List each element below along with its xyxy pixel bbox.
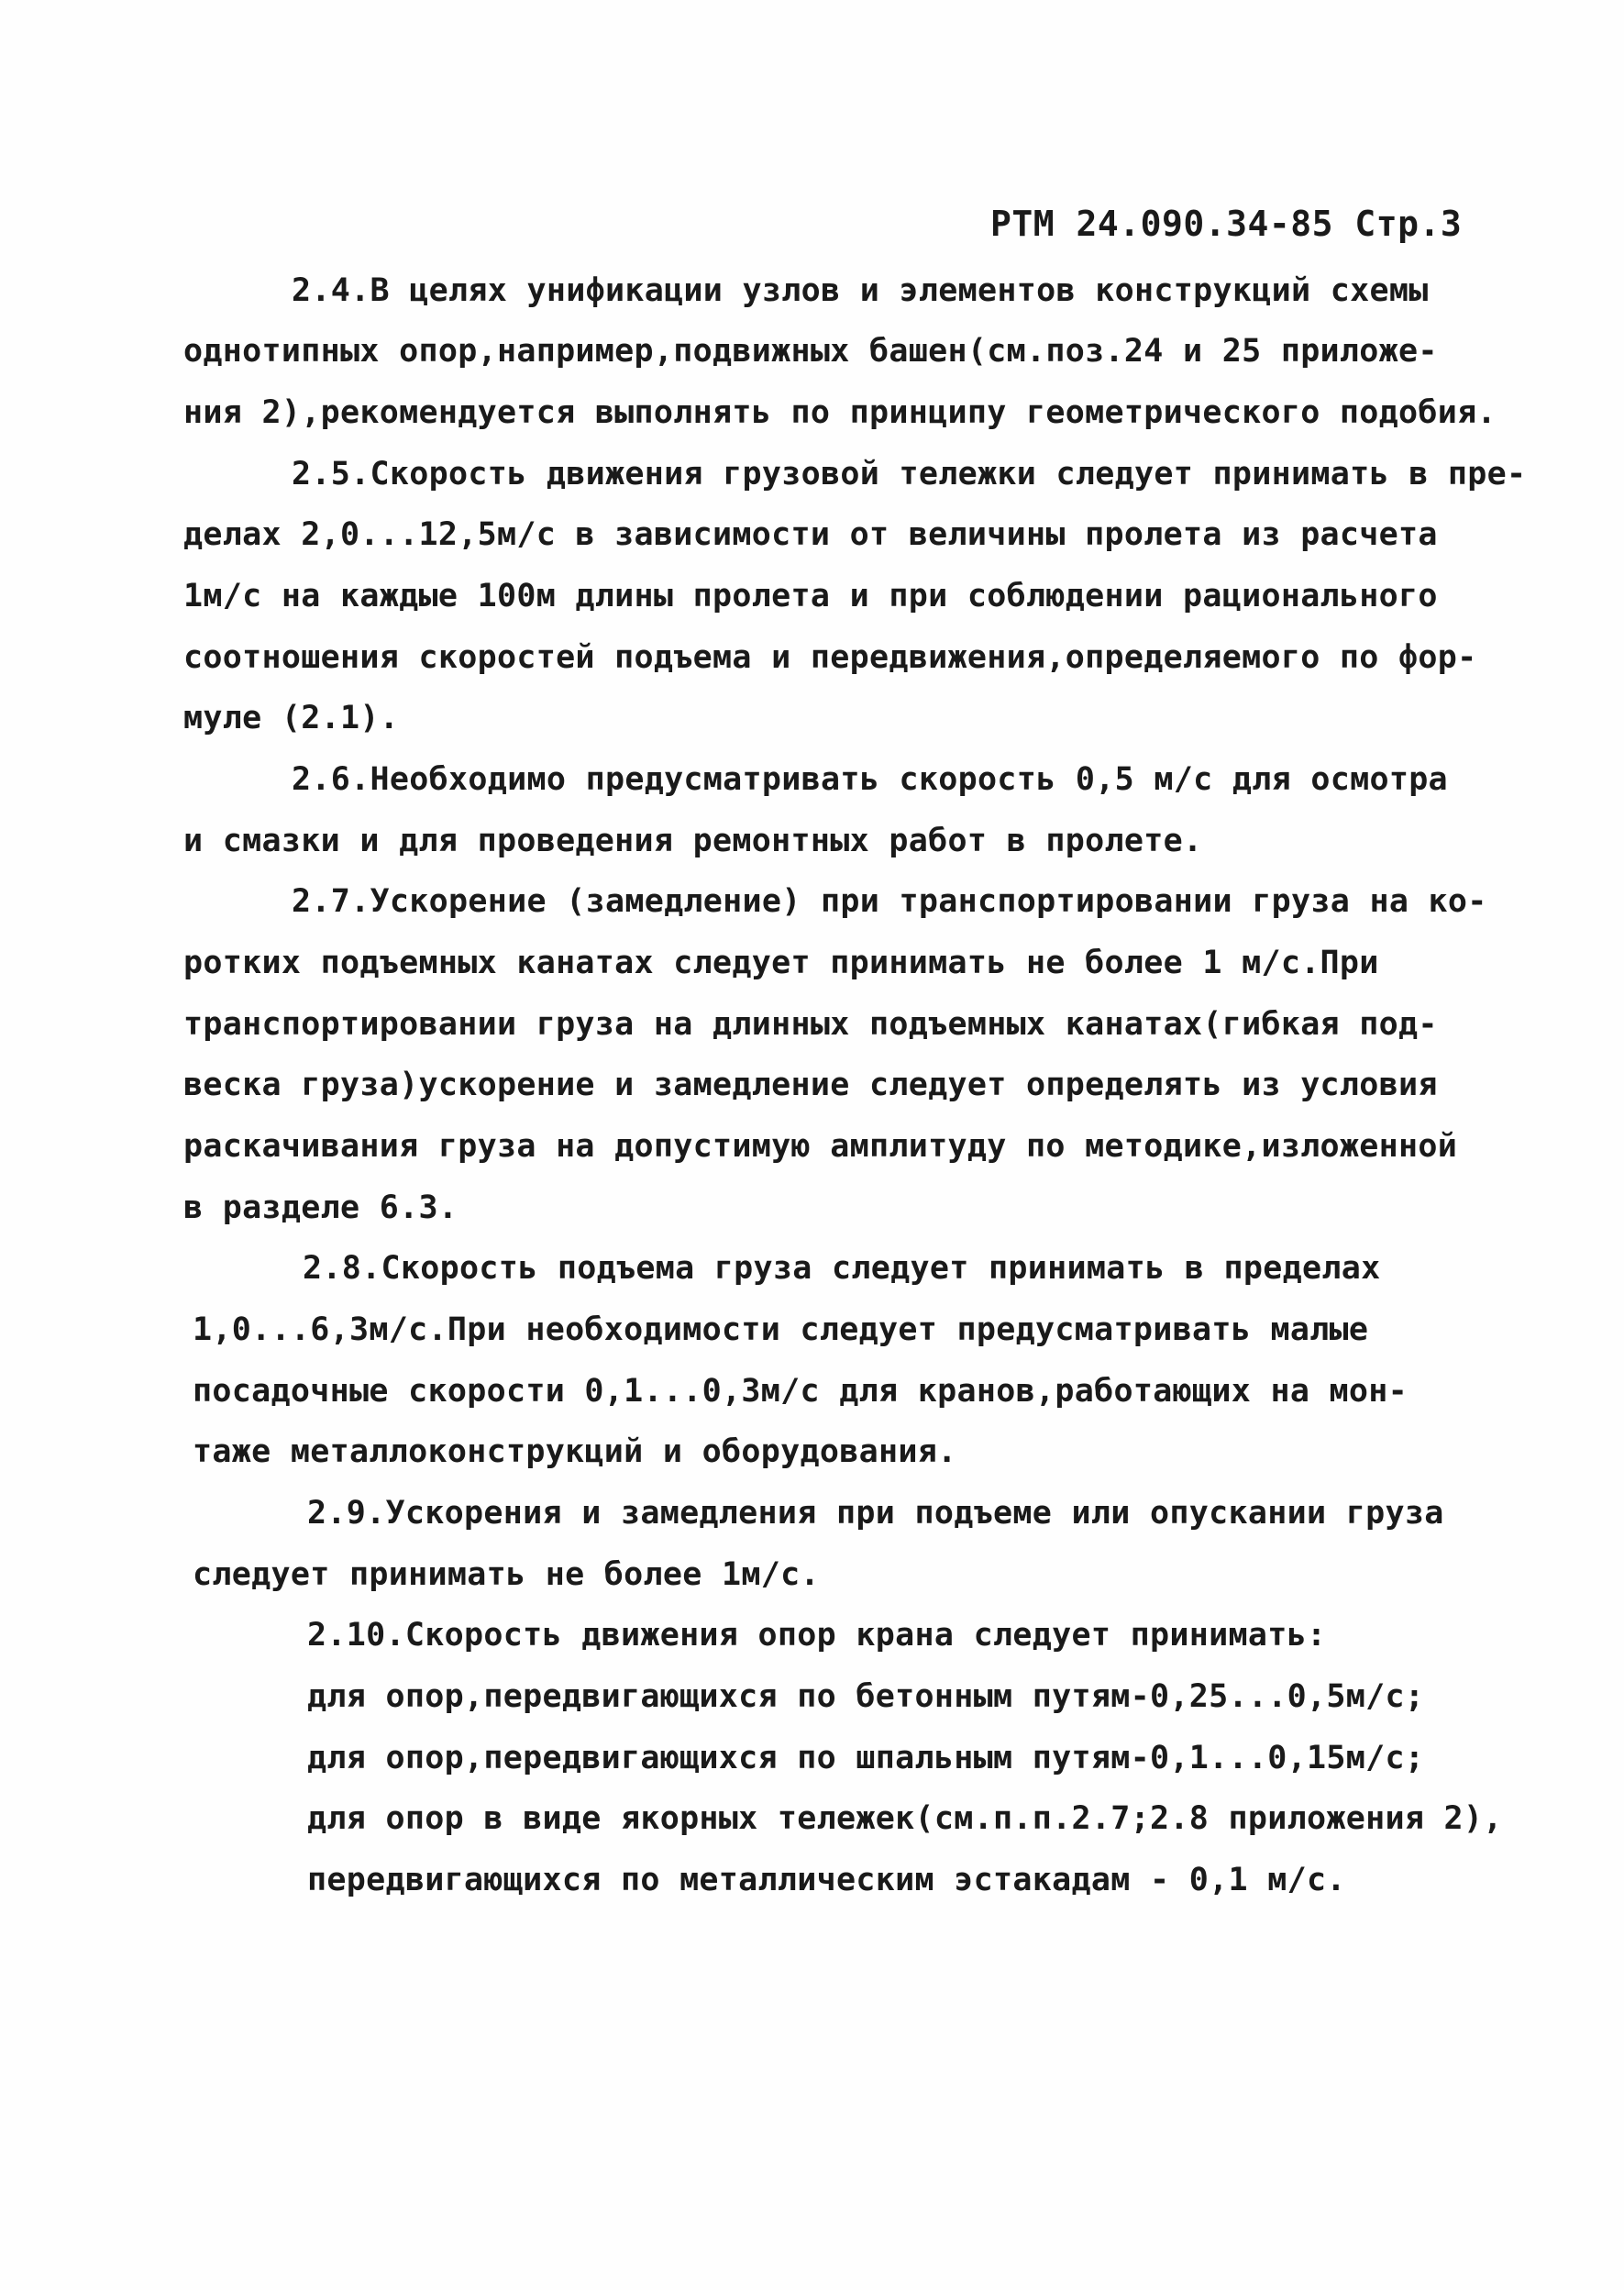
text-line: веска груза)ускорение и замедление следует определять из условия (183, 1067, 1438, 1103)
text-line: 2.7.Ускорение (замедление) при транспортировании груза на ко- (292, 883, 1487, 920)
text-line: посадочные скорости 0,1...0,3м/с для кранов,работающих на мон- (193, 1373, 1409, 1410)
text-line: 2.5.Скорость движения грузовой тележки следует принимать в пре- (292, 456, 1527, 492)
text-line: для опор в виде якорных тележек(см.п.п.2.7;2.8 приложения 2), (307, 1800, 1503, 1837)
text-line: транспортировании груза на длинных подъемных канатах(гибкая под- (183, 1006, 1438, 1043)
text-line: передвигающихся по металлическим эстакадам - 0,1 м/с. (307, 1862, 1346, 1898)
text-line: 2.4.В целях унификации узлов и элементов конструкций схемы (292, 272, 1429, 309)
text-line: 1,0...6,3м/с.При необходимости следует предусматривать малые (193, 1311, 1369, 1348)
text-line: раскачивания груза на допустимую амплитуду по методике,изложенной (183, 1128, 1458, 1165)
text-line: 2.10.Скорость движения опор крана следует принимать: (307, 1617, 1327, 1654)
text-line: 2.6.Необходимо предусматривать скорость 0,5 м/с для осмотра (292, 761, 1448, 798)
text-line: для опор,передвигающихся по шпальным путям-0,1...0,15м/с; (307, 1740, 1425, 1776)
page-header: РТМ 24.090.34-85 Стр.3 (990, 204, 1463, 244)
text-line: однотипных опор,например,подвижных башен(см.поз.24 и 25 приложе- (183, 333, 1438, 370)
text-line: следует принимать не более 1м/с. (193, 1556, 820, 1593)
text-line: 1м/с на каждые 100м длины пролета и при соблюдении рационального (183, 578, 1438, 614)
text-line: в разделе 6.3. (183, 1189, 458, 1226)
text-line: делах 2,0...12,5м/с в зависимости от величины пролета из расчета (183, 516, 1438, 553)
text-line: ния 2),рекомендуется выполнять по принципу геометрического подобия. (183, 394, 1497, 431)
text-line: муле (2.1). (183, 700, 400, 736)
text-line: и смазки и для проведения ремонтных работ в пролете. (183, 823, 1203, 859)
text-line: соотношения скоростей подъема и передвижения,определяемого по фор- (183, 639, 1477, 676)
text-line: для опор,передвигающихся по бетонным путям-0,25...0,5м/с; (307, 1678, 1425, 1715)
text-line: таже металлоконструкций и оборудования. (193, 1433, 957, 1470)
text-line: 2.8.Скорость подъема груза следует принимать в пределах (303, 1250, 1381, 1287)
text-line: 2.9.Ускорения и замедления при подъеме или опускании груза (307, 1495, 1444, 1532)
text-line: ротких подъемных канатах следует принимать не более 1 м/с.При (183, 945, 1379, 981)
